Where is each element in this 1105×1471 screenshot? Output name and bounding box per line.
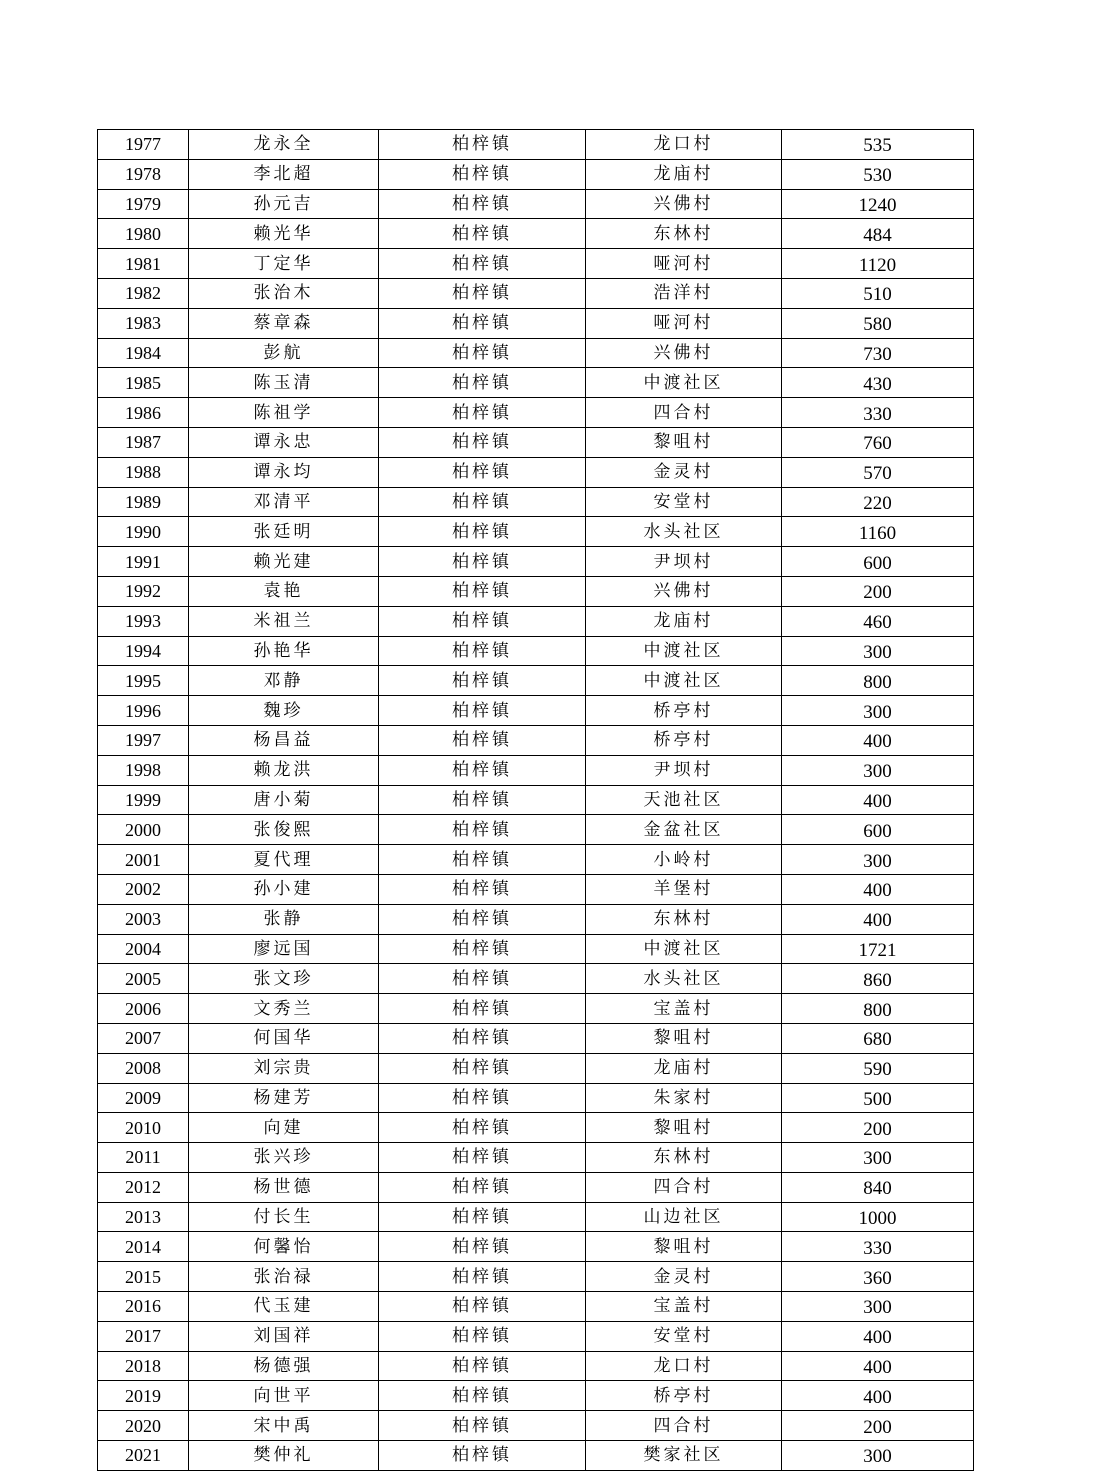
cell-village: 黎咀村	[586, 1232, 782, 1262]
cell-number: 2004	[98, 934, 189, 964]
cell-name: 何馨怡	[189, 1232, 379, 1262]
cell-name: 夏代理	[189, 845, 379, 875]
cell-amount: 1160	[782, 517, 974, 547]
cell-number: 2000	[98, 815, 189, 845]
cell-amount: 360	[782, 1262, 974, 1292]
cell-amount: 200	[782, 1113, 974, 1143]
cell-town: 柏梓镇	[379, 994, 586, 1024]
cell-town: 柏梓镇	[379, 1053, 586, 1083]
cell-village: 东林村	[586, 219, 782, 249]
table-row	[98, 368, 974, 398]
cell-amount: 530	[782, 159, 974, 189]
cell-number: 1993	[98, 606, 189, 636]
cell-name: 龙永全	[189, 130, 379, 160]
cell-amount: 1000	[782, 1202, 974, 1232]
cell-number: 1978	[98, 159, 189, 189]
table-row	[98, 934, 974, 964]
cell-name: 孙艳华	[189, 636, 379, 666]
cell-number: 2014	[98, 1232, 189, 1262]
cell-name: 宋中禹	[189, 1411, 379, 1441]
cell-name: 张俊熙	[189, 815, 379, 845]
table-row	[98, 994, 974, 1024]
cell-town: 柏梓镇	[379, 1381, 586, 1411]
cell-town: 柏梓镇	[379, 1262, 586, 1292]
cell-number: 2010	[98, 1113, 189, 1143]
table-row	[98, 308, 974, 338]
cell-village: 中渡社区	[586, 368, 782, 398]
table-row	[98, 696, 974, 726]
cell-name: 张治禄	[189, 1262, 379, 1292]
cell-village: 安堂村	[586, 1321, 782, 1351]
cell-number: 1982	[98, 278, 189, 308]
cell-number: 2003	[98, 904, 189, 934]
table-row	[98, 1053, 974, 1083]
table-row	[98, 1172, 974, 1202]
table-row	[98, 904, 974, 934]
cell-amount: 400	[782, 1381, 974, 1411]
cell-number: 1999	[98, 785, 189, 815]
table-row	[98, 1262, 974, 1292]
cell-town: 柏梓镇	[379, 1292, 586, 1322]
table-row	[98, 1441, 974, 1471]
cell-amount: 590	[782, 1053, 974, 1083]
cell-name: 何国华	[189, 1023, 379, 1053]
cell-village: 东林村	[586, 1143, 782, 1173]
cell-town: 柏梓镇	[379, 815, 586, 845]
cell-number: 1984	[98, 338, 189, 368]
cell-village: 龙口村	[586, 1351, 782, 1381]
cell-number: 1994	[98, 636, 189, 666]
cell-name: 廖远国	[189, 934, 379, 964]
cell-village: 兴佛村	[586, 338, 782, 368]
cell-village: 哑河村	[586, 249, 782, 279]
cell-town: 柏梓镇	[379, 249, 586, 279]
cell-village: 天池社区	[586, 785, 782, 815]
table-row	[98, 1083, 974, 1113]
cell-town: 柏梓镇	[379, 934, 586, 964]
cell-name: 张静	[189, 904, 379, 934]
table-row	[98, 1113, 974, 1143]
cell-name: 赖龙洪	[189, 755, 379, 785]
cell-amount: 600	[782, 547, 974, 577]
table-row	[98, 874, 974, 904]
cell-village: 兴佛村	[586, 576, 782, 606]
cell-amount: 760	[782, 427, 974, 457]
cell-town: 柏梓镇	[379, 1143, 586, 1173]
cell-town: 柏梓镇	[379, 398, 586, 428]
cell-village: 四合村	[586, 1411, 782, 1441]
table-row	[98, 666, 974, 696]
cell-amount: 730	[782, 338, 974, 368]
table-row	[98, 606, 974, 636]
cell-town: 柏梓镇	[379, 1023, 586, 1053]
cell-amount: 600	[782, 815, 974, 845]
cell-amount: 300	[782, 636, 974, 666]
cell-amount: 400	[782, 725, 974, 755]
cell-town: 柏梓镇	[379, 130, 586, 160]
cell-amount: 500	[782, 1083, 974, 1113]
cell-amount: 330	[782, 398, 974, 428]
cell-town: 柏梓镇	[379, 1411, 586, 1441]
table-row	[98, 547, 974, 577]
cell-village: 桥亭村	[586, 725, 782, 755]
cell-village: 朱家村	[586, 1083, 782, 1113]
cell-name: 赖光华	[189, 219, 379, 249]
cell-number: 2008	[98, 1053, 189, 1083]
cell-village: 羊堡村	[586, 874, 782, 904]
cell-name: 孙元吉	[189, 189, 379, 219]
cell-name: 代玉建	[189, 1292, 379, 1322]
cell-town: 柏梓镇	[379, 547, 586, 577]
cell-name: 樊仲礼	[189, 1441, 379, 1471]
cell-amount: 200	[782, 576, 974, 606]
cell-number: 2021	[98, 1441, 189, 1471]
cell-number: 2002	[98, 874, 189, 904]
cell-name: 邓静	[189, 666, 379, 696]
cell-town: 柏梓镇	[379, 278, 586, 308]
cell-village: 中渡社区	[586, 636, 782, 666]
table-row	[98, 755, 974, 785]
table-row	[98, 636, 974, 666]
cell-village: 黎咀村	[586, 1023, 782, 1053]
cell-number: 2015	[98, 1262, 189, 1292]
cell-number: 1981	[98, 249, 189, 279]
cell-village: 小岭村	[586, 845, 782, 875]
cell-amount: 300	[782, 755, 974, 785]
table-row	[98, 427, 974, 457]
cell-name: 谭永忠	[189, 427, 379, 457]
cell-number: 1997	[98, 725, 189, 755]
cell-village: 宝盖村	[586, 994, 782, 1024]
cell-amount: 300	[782, 1292, 974, 1322]
cell-village: 四合村	[586, 398, 782, 428]
cell-amount: 460	[782, 606, 974, 636]
cell-town: 柏梓镇	[379, 874, 586, 904]
table-row	[98, 130, 974, 160]
table-row	[98, 159, 974, 189]
table-row	[98, 1321, 974, 1351]
cell-town: 柏梓镇	[379, 1172, 586, 1202]
cell-village: 龙庙村	[586, 1053, 782, 1083]
cell-town: 柏梓镇	[379, 576, 586, 606]
table-row	[98, 249, 974, 279]
table-row	[98, 457, 974, 487]
cell-village: 龙庙村	[586, 606, 782, 636]
cell-name: 刘国祥	[189, 1321, 379, 1351]
cell-name: 李北超	[189, 159, 379, 189]
cell-number: 1980	[98, 219, 189, 249]
cell-amount: 680	[782, 1023, 974, 1053]
cell-name: 张廷明	[189, 517, 379, 547]
table-row	[98, 1202, 974, 1232]
cell-name: 唐小菊	[189, 785, 379, 815]
cell-amount: 400	[782, 1321, 974, 1351]
cell-town: 柏梓镇	[379, 666, 586, 696]
table-row	[98, 725, 974, 755]
cell-number: 1996	[98, 696, 189, 726]
cell-amount: 860	[782, 964, 974, 994]
cell-town: 柏梓镇	[379, 1351, 586, 1381]
cell-town: 柏梓镇	[379, 696, 586, 726]
cell-number: 1990	[98, 517, 189, 547]
cell-amount: 300	[782, 1441, 974, 1471]
cell-town: 柏梓镇	[379, 1321, 586, 1351]
cell-amount: 400	[782, 785, 974, 815]
table-row	[98, 338, 974, 368]
table-row	[98, 487, 974, 517]
cell-number: 2001	[98, 845, 189, 875]
cell-amount: 1120	[782, 249, 974, 279]
table-row	[98, 1292, 974, 1322]
cell-name: 邓清平	[189, 487, 379, 517]
cell-town: 柏梓镇	[379, 1083, 586, 1113]
table-row	[98, 1023, 974, 1053]
cell-amount: 580	[782, 308, 974, 338]
cell-number: 1977	[98, 130, 189, 160]
table-row	[98, 398, 974, 428]
cell-town: 柏梓镇	[379, 1113, 586, 1143]
table-row	[98, 219, 974, 249]
table-row	[98, 517, 974, 547]
cell-town: 柏梓镇	[379, 755, 586, 785]
cell-number: 2006	[98, 994, 189, 1024]
cell-name: 文秀兰	[189, 994, 379, 1024]
cell-amount: 800	[782, 666, 974, 696]
cell-name: 杨昌益	[189, 725, 379, 755]
table-row	[98, 1143, 974, 1173]
cell-town: 柏梓镇	[379, 636, 586, 666]
cell-name: 向世平	[189, 1381, 379, 1411]
cell-town: 柏梓镇	[379, 517, 586, 547]
table-row	[98, 845, 974, 875]
cell-name: 彭航	[189, 338, 379, 368]
table-row	[98, 189, 974, 219]
cell-village: 金盆社区	[586, 815, 782, 845]
cell-amount: 1721	[782, 934, 974, 964]
cell-village: 兴佛村	[586, 189, 782, 219]
cell-village: 龙庙村	[586, 159, 782, 189]
cell-number: 2017	[98, 1321, 189, 1351]
cell-number: 2016	[98, 1292, 189, 1322]
cell-number: 2007	[98, 1023, 189, 1053]
table-body	[98, 130, 974, 1471]
cell-village: 黎咀村	[586, 427, 782, 457]
cell-village: 金灵村	[586, 457, 782, 487]
cell-town: 柏梓镇	[379, 904, 586, 934]
cell-town: 柏梓镇	[379, 189, 586, 219]
cell-name: 张治木	[189, 278, 379, 308]
cell-name: 杨建芳	[189, 1083, 379, 1113]
table-row	[98, 1351, 974, 1381]
cell-amount: 535	[782, 130, 974, 160]
cell-village: 中渡社区	[586, 934, 782, 964]
cell-town: 柏梓镇	[379, 159, 586, 189]
cell-number: 2009	[98, 1083, 189, 1113]
cell-amount: 300	[782, 696, 974, 726]
cell-town: 柏梓镇	[379, 487, 586, 517]
cell-amount: 200	[782, 1411, 974, 1441]
cell-town: 柏梓镇	[379, 725, 586, 755]
cell-town: 柏梓镇	[379, 1441, 586, 1471]
cell-number: 1983	[98, 308, 189, 338]
cell-amount: 300	[782, 845, 974, 875]
cell-name: 杨世德	[189, 1172, 379, 1202]
cell-name: 米祖兰	[189, 606, 379, 636]
table-row	[98, 815, 974, 845]
cell-village: 水头社区	[586, 964, 782, 994]
cell-name: 蔡章森	[189, 308, 379, 338]
cell-name: 丁定华	[189, 249, 379, 279]
cell-village: 山边社区	[586, 1202, 782, 1232]
cell-amount: 220	[782, 487, 974, 517]
cell-name: 谭永均	[189, 457, 379, 487]
cell-town: 柏梓镇	[379, 964, 586, 994]
cell-number: 1985	[98, 368, 189, 398]
table-row	[98, 576, 974, 606]
cell-town: 柏梓镇	[379, 308, 586, 338]
table-row	[98, 1411, 974, 1441]
cell-town: 柏梓镇	[379, 606, 586, 636]
cell-number: 1989	[98, 487, 189, 517]
cell-name: 张兴珍	[189, 1143, 379, 1173]
cell-village: 四合村	[586, 1172, 782, 1202]
cell-town: 柏梓镇	[379, 368, 586, 398]
cell-number: 1991	[98, 547, 189, 577]
cell-number: 1986	[98, 398, 189, 428]
cell-name: 向建	[189, 1113, 379, 1143]
cell-name: 陈玉清	[189, 368, 379, 398]
cell-number: 2020	[98, 1411, 189, 1441]
cell-village: 尹坝村	[586, 755, 782, 785]
cell-village: 中渡社区	[586, 666, 782, 696]
cell-village: 水头社区	[586, 517, 782, 547]
cell-town: 柏梓镇	[379, 1232, 586, 1262]
cell-number: 1995	[98, 666, 189, 696]
cell-town: 柏梓镇	[379, 1202, 586, 1232]
cell-village: 樊家社区	[586, 1441, 782, 1471]
cell-amount: 1240	[782, 189, 974, 219]
cell-village: 尹坝村	[586, 547, 782, 577]
cell-number: 2013	[98, 1202, 189, 1232]
cell-village: 黎咀村	[586, 1113, 782, 1143]
cell-name: 杨德强	[189, 1351, 379, 1381]
cell-amount: 800	[782, 994, 974, 1024]
cell-number: 2019	[98, 1381, 189, 1411]
table-row	[98, 785, 974, 815]
cell-village: 宝盖村	[586, 1292, 782, 1322]
cell-number: 1988	[98, 457, 189, 487]
cell-number: 2005	[98, 964, 189, 994]
cell-name: 刘宗贵	[189, 1053, 379, 1083]
cell-town: 柏梓镇	[379, 785, 586, 815]
cell-name: 赖光建	[189, 547, 379, 577]
cell-town: 柏梓镇	[379, 845, 586, 875]
cell-town: 柏梓镇	[379, 338, 586, 368]
cell-village: 桥亭村	[586, 1381, 782, 1411]
cell-name: 张文珍	[189, 964, 379, 994]
cell-town: 柏梓镇	[379, 427, 586, 457]
cell-amount: 330	[782, 1232, 974, 1262]
cell-village: 金灵村	[586, 1262, 782, 1292]
cell-number: 2011	[98, 1143, 189, 1173]
cell-village: 安堂村	[586, 487, 782, 517]
cell-town: 柏梓镇	[379, 219, 586, 249]
cell-number: 2018	[98, 1351, 189, 1381]
cell-number: 1998	[98, 755, 189, 785]
data-table	[97, 129, 974, 1471]
cell-village: 龙口村	[586, 130, 782, 160]
cell-name: 付长生	[189, 1202, 379, 1232]
cell-amount: 430	[782, 368, 974, 398]
cell-number: 2012	[98, 1172, 189, 1202]
cell-town: 柏梓镇	[379, 457, 586, 487]
table-row	[98, 278, 974, 308]
cell-village: 哑河村	[586, 308, 782, 338]
table-row	[98, 964, 974, 994]
table-row	[98, 1381, 974, 1411]
cell-amount: 400	[782, 874, 974, 904]
cell-amount: 300	[782, 1143, 974, 1173]
cell-number: 1992	[98, 576, 189, 606]
cell-amount: 400	[782, 1351, 974, 1381]
cell-name: 孙小建	[189, 874, 379, 904]
cell-amount: 400	[782, 904, 974, 934]
cell-amount: 840	[782, 1172, 974, 1202]
cell-number: 1979	[98, 189, 189, 219]
cell-name: 陈祖学	[189, 398, 379, 428]
cell-amount: 484	[782, 219, 974, 249]
cell-village: 东林村	[586, 904, 782, 934]
cell-amount: 510	[782, 278, 974, 308]
cell-name: 魏珍	[189, 696, 379, 726]
cell-village: 桥亭村	[586, 696, 782, 726]
table-row	[98, 1232, 974, 1262]
cell-village: 浩洋村	[586, 278, 782, 308]
cell-name: 袁艳	[189, 576, 379, 606]
cell-number: 1987	[98, 427, 189, 457]
cell-amount: 570	[782, 457, 974, 487]
